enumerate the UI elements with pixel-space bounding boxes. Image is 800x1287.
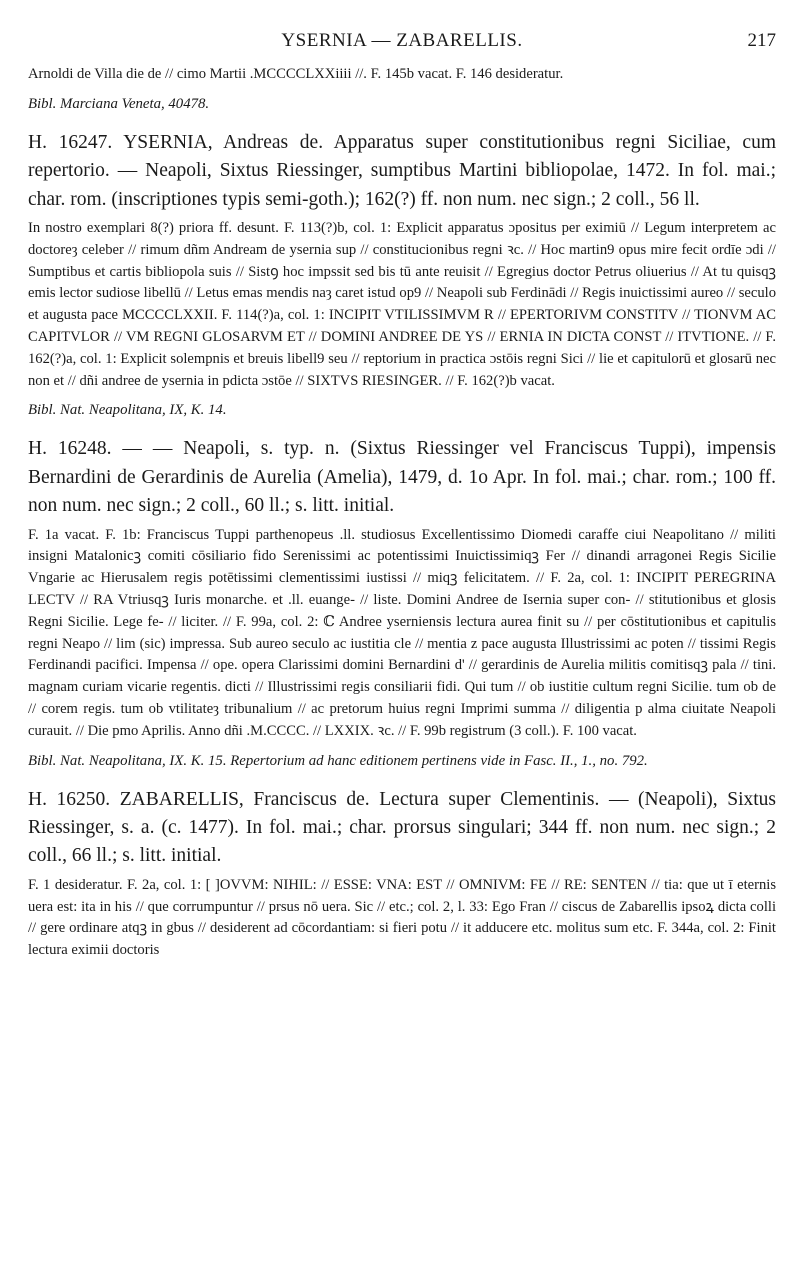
entry-notes-16247: In nostro exemplari 8(?) priora ff. desunt. F. 113(?)b, col. 1: Explicit apparatus ɔpositus per eximiū // Legum interpretem ac doctoreȝ celeber // rimum dñm Andream de ysernia sup // constitucionibus regni ꝛc. // Hoc martin9 opus mire fecit ordīe ɔdi // Sumptibus et cartis bibliopola suis // Sistꝯ hoc impssit sed bis tū ante reuisit // Egregius doctor Petrus oliuerius // At tu quisqꝫ emis lector sudiose libellū // Letus emas mendis naȝ caret istud op9 // Neapoli sub Ferdinādi // Regis inuictissimi aureo // seculo et augusta pace MCCCCLXXII. F. 114(?)a, col. 1: INCIPIT VTILISSIMVM R // EPERTORIVM CONSTITV // TIONVM AC CAPITVLOR // VM REGNI GLOSARVM ET // DOMINI ANDREE DE YS // ERNIA IN DICTA CONST // ITVTIONE. // F. 162(?)a, col. 1: Explicit solempnis et breuis libell9 seu // reptorium in practica ɔstōis regni Sici // lie et capitulorū et glosarū nec non et // dñi andree de ysernia in pdicta ɔstōe // SIXTVS RIESINGER. // F. 162(?)b vacat.: [28, 220, 776, 389]
page-number: 217: [747, 30, 776, 51]
page: [28, 0, 776, 966]
library-reference: Bibl. Nat. Neapolitana, IX. K. 15. Repertorium ad hanc editionem pertinens vide in Fasc. II., 1., no. 792.: [28, 752, 648, 769]
entry-heading-16247: H. 16247. YSERNIA, Andreas de. Apparatus super constitutionibus regni Siciliae, cum repertorio. — Neapoli, Sixtus Riessinger, sumptibus Martini bibliopolae, 1472. In fol. mai.; char. rom. (inscriptiones typis semi-goth.); 162(?) ff. non num. nec sign.; 2 coll., 56 ll.: [28, 131, 776, 210]
entry-notes-16248: F. 1a vacat. F. 1b: Franciscus Tuppi parthenopeus .ll. studiosus Excellentissimo Diomedi caraffe ciui Neapolitano // militi insigni Matalonicꝫ comiti cōsiliario fido Serenissimi ac potentissimi Inuictissimiqꝫ Fer // dinandi arragonei Regis Sicilie Vngarie ac Hierusalem regis potētissimi clementissimi iustissi // miqꝫ felicitatem. // F. 2a, col. 1: INCIPIT PEREGRINA LECTV // RA Vtriusqꝫ Iuris monarche. et .ll. euange- // liste. Domini Andree de Isernia super con- // stitutionibus et glosis Regni Sicilie. Lege fe- // liciter. // F. 99a, col. 2: ℂ Andree yserniensis lectura aurea finit su // per cōstitutionibus et capitulis regni Neapo // lim (sic) impressa. Sub aureo seculo ac iustitia cle // mentia z pace augusta Illustrissimi ac poten // tissimi Regis Ferdinandi pacifici. Impensa // ope. opera Clarissimi domini Bernardini d' // gerardinis de Aurelia militis comitisqꝫ pala // tini. magnam curiam vicarie regentis. dicti // Illustrissimi regis consiliarii fidi. Qui tum // ob iustitie cultum regni Sicilie. tum ob de // corem regis. tum ob vtilitateȝ tribunalium // ac pretorum huius regni Imprimi summa // diligentia p alma ciuitate Neapoli curauit. // Die pmo Aprilis. Anno dñi .M.CCCC. // LXXIX. ꝛc. // F. 99b registrum (3 coll.). F. 100 vacat.: [28, 526, 776, 739]
entry-16246-tail: Arnoldi de Villa die de // cimo Martii .MCCCCLXXiiii //. F. 145b vacat. F. 146 desideratur.: [28, 66, 564, 82]
entry-heading-16248: H. 16248. — — Neapoli, s. typ. n. (Sixtus Riessinger vel Franciscus Tuppi), impensis Bernardini de Gerardinis de Aurelia (Amelia), 1479, d. 1o Apr. In fol. mai.; char. rom.; 100 ff. non num. nec sign.; 2 coll., 60 ll.; s. litt. initial.: [28, 438, 776, 517]
page-header: [28, 0, 776, 64]
running-title: YSERNIA — ZABARELLIS.: [281, 30, 523, 51]
entry-notes-16250: F. 1 desideratur. F. 2a, col. 1: [ ]OVVM: NIHIL: // ESSE: VNA: EST // OMNIVM: FE // RE: SENTEN // tia: que ut ī eternis uera est: ita in his // que corrumpuntur // prsus nō uera. Sic // etc.; col. 2, l. 33: Ego Fran // ciscus de Zabarellis ipsoꝝ dicta colli // gere ordinare atqꝫ in gbus // desiderent ad cōcordantiam: si fieri potu // it adducere etc. molitus sum etc. F. 344a, col. 2: Finit lectura eximii doctoris: [28, 876, 776, 959]
library-reference: Bibl. Nat. Neapolitana, IX, K. 14.: [28, 402, 227, 419]
library-reference: Bibl. Marciana Veneta, 40478.: [28, 95, 210, 112]
entry-heading-16250: H. 16250. ZABARELLIS, Franciscus de. Lectura super Clementinis. — (Neapoli), Sixtus Riessinger, s. a. (c. 1477). In fol. mai.; char. prorsus singulari; 344 ff. non num. nec sign.; 2 coll., 66 ll.; s. litt. initial.: [28, 788, 776, 867]
